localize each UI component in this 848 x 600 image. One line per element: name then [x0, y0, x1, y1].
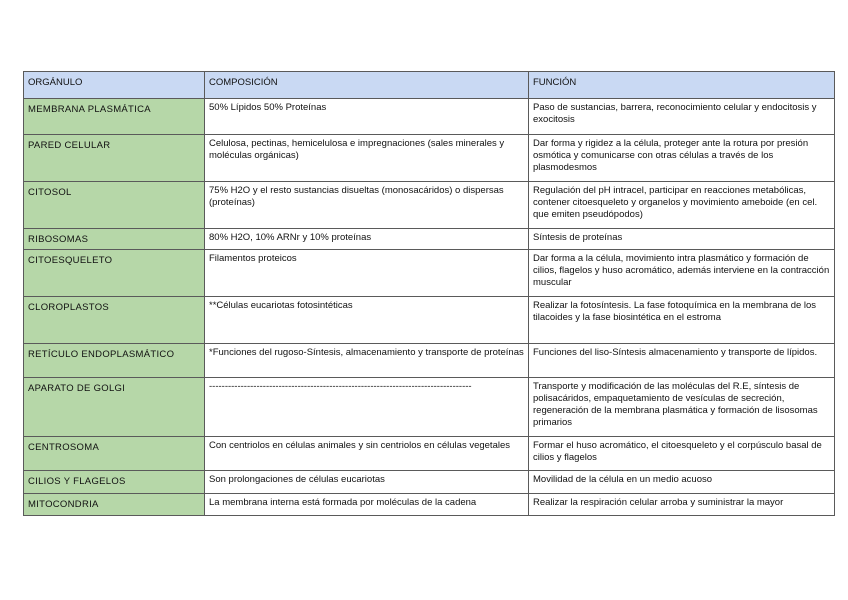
header-organulo: ORGÁNULO — [24, 72, 205, 99]
composicion-cell: La membrana interna está formada por moléculas de la cadena — [205, 494, 529, 516]
composicion-cell: Con centriolos en células animales y sin centriolos en células vegetales — [205, 437, 529, 471]
organulo-cell: PARED CELULAR — [24, 135, 205, 182]
funcion-cell: Síntesis de proteínas — [529, 229, 835, 250]
composicion-cell: Son prolongaciones de células eucariotas — [205, 471, 529, 494]
composicion-cell: Filamentos proteicos — [205, 250, 529, 297]
table-row — [24, 471, 835, 494]
funcion-cell: Transporte y modificación de las moléculas del R.E, síntesis de polisacáridos, empaquetamiento de vesículas de secreción, regeneración de la membrana plasmática y formación de lisosomas primarios — [529, 378, 835, 437]
composicion-cell: 75% H2O y el resto sustancias disueltas (monosacáridos) o dispersas (proteínas) — [205, 182, 529, 229]
organulo-cell: MEMBRANA PLASMÁTICA — [24, 99, 205, 135]
organulo-cell: CENTROSOMA — [24, 437, 205, 471]
funcion-cell: Realizar la fotosíntesis. La fase fotoquímica en la membrana de los tilacoides y la fase biosintética en el estroma — [529, 297, 835, 344]
table-row — [24, 182, 835, 229]
composicion-cell: ----------------------------------------------------------------------------------- — [205, 378, 529, 437]
organulo-cell: MITOCONDRIA — [24, 494, 205, 516]
table-row — [24, 229, 835, 250]
funcion-cell: Regulación del pH intracel, participar en reacciones metabólicas, contener citoesqueleto y organelos y movimiento ameboide (en cel. que emiten pseudópodos) — [529, 182, 835, 229]
table-row — [24, 99, 835, 135]
organulo-cell: APARATO DE GOLGI — [24, 378, 205, 437]
composicion-cell: 80% H2O, 10% ARNr y 10% proteínas — [205, 229, 529, 250]
composicion-cell: **Células eucariotas fotosintéticas — [205, 297, 529, 344]
organulo-cell: CITOSOL — [24, 182, 205, 229]
funcion-cell: Dar forma y rigidez a la célula, proteger ante la rotura por presión osmótica y comunicarse con otras células a través de los plasmodesmos — [529, 135, 835, 182]
table-row — [24, 378, 835, 437]
funcion-cell: Funciones del liso-Síntesis almacenamiento y transporte de lípidos. — [529, 344, 835, 378]
table-row — [24, 494, 835, 516]
organulo-cell: RIBOSOMAS — [24, 229, 205, 250]
funcion-cell: Realizar la respiración celular arroba y suministrar la mayor — [529, 494, 835, 516]
header-funcion: FUNCIÓN — [529, 72, 835, 99]
table-row — [24, 297, 835, 344]
table-row — [24, 250, 835, 297]
organulo-cell: CLOROPLASTOS — [24, 297, 205, 344]
funcion-cell: Paso de sustancias, barrera, reconocimiento celular y endocitosis y exocitosis — [529, 99, 835, 135]
organulo-cell: CITOESQUELETO — [24, 250, 205, 297]
funcion-cell: Dar forma a la célula, movimiento intra plasmático y formación de cilios, flagelos y huso acromático, además interviene en la contracción muscular — [529, 250, 835, 297]
funcion-cell: Formar el huso acromático, el citoesqueleto y el corpúsculo basal de cilios y flagelos — [529, 437, 835, 471]
funcion-cell: Movilidad de la célula en un medio acuoso — [529, 471, 835, 494]
composicion-cell: *Funciones del rugoso-Síntesis, almacenamiento y transporte de proteínas — [205, 344, 529, 378]
organulo-cell: CILIOS Y FLAGELOS — [24, 471, 205, 494]
table-row — [24, 437, 835, 471]
organelle-table — [23, 71, 835, 516]
table-header-row — [24, 72, 835, 99]
header-composicion: COMPOSICIÓN — [205, 72, 529, 99]
organulo-cell: RETÍCULO ENDOPLASMÁTICO — [24, 344, 205, 378]
composicion-cell: 50% Lípidos 50% Proteínas — [205, 99, 529, 135]
table-row — [24, 135, 835, 182]
table-row — [24, 344, 835, 378]
composicion-cell: Celulosa, pectinas, hemicelulosa e impregnaciones (sales minerales y moléculas orgánicas) — [205, 135, 529, 182]
